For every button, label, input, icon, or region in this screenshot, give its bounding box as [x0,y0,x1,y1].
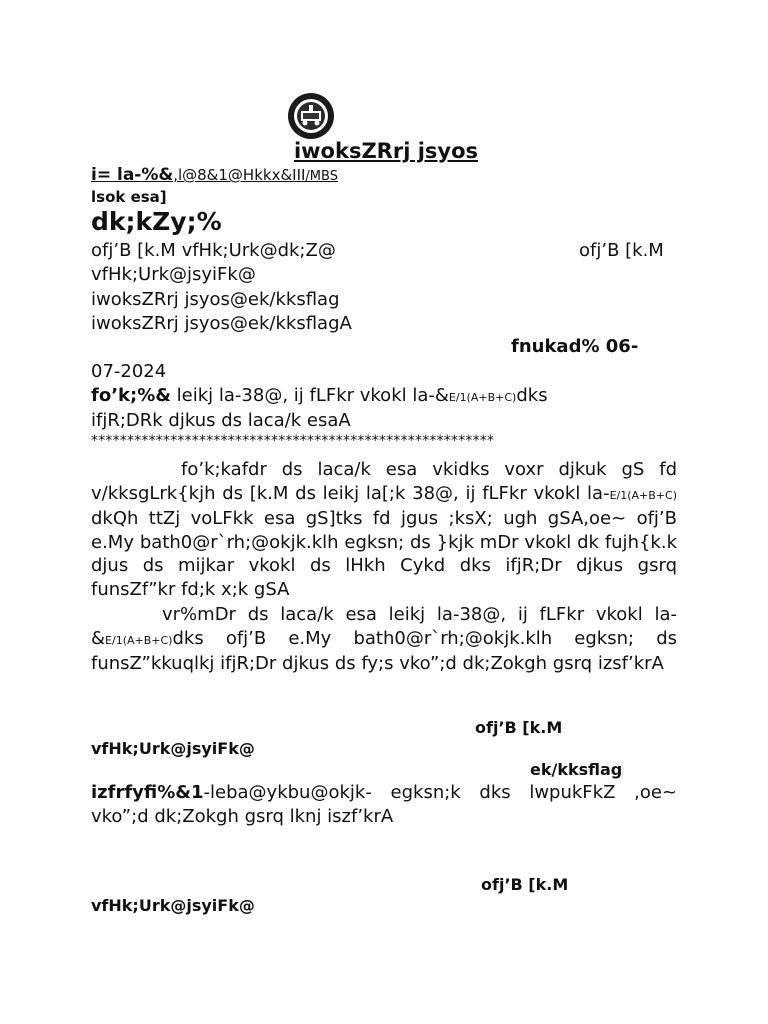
signature-1-line-1: ofj’B [k.M [475,718,563,737]
office-heading: dk;kZy;% [91,207,222,236]
addressee-line-1-right: ofj’B [k.M [579,240,664,261]
signature-1-line-2: vfHk;Urk@jsyiFk@ [91,739,255,758]
copy-to-paragraph: izfrfyfi%&1-leba@ykbu@okjk- egksn;k dks lwpukFkZ ,oe~ vko”;d dk;Zokgh gsrq lknj iszf’krA [91,782,677,827]
subject-line: fo’k;%& leikj la-38@, ij fLFkr vkokl la-&E/1(A+B+C)dks [91,385,548,406]
salutation: lsok esa] [91,188,167,206]
addressee-line-4: iwoksZRrj jsyos@ek/kksflagA [91,313,352,334]
signature-1-line-3: ek/kksflag [530,760,623,779]
reference-number: i= la-%&,l@8&1@Hkkx&III/MBS [91,165,338,185]
addressee-line-3: iwoksZRrj jsyos@ek/kksflag [91,289,340,310]
separator: ******************************************************** [91,433,495,449]
date-label: fnukad% 06- [511,336,639,357]
signature-2-line-1: ofj’B [k.M [481,875,569,894]
body-paragraph-1: fo’k;kafdr ds laca/k esa vkidks voxr djkuk gS fd v/kksgLrk{kjh ds [k.M ds leikj la[;k 38@, ij fLFkr vkokl la-E/1(A+B+C) dkQh ttZj voLFkk esa gS]tks fd jgus ;ksX; ugh gSA,oe~ ofj’B e.My bath0@r`rh;@okjk.klh egksn; ds }kjk mDr vkokl dk fujh{k.k djus ds mijkar vkokl ds lHkh Cykd dks ifjR;Dr djkus gsrq funsZf”kr fd;k x;k gSA [91,459,677,600]
addressee-line-1: ofj’B [k.M vfHk;Urk@dk;Z@ [91,240,336,261]
page-title: iwoksZRrj jsyos [293,139,479,163]
addressee-line-2: vfHk;Urk@jsyiFk@ [91,264,256,285]
railway-emblem-icon [287,92,335,140]
signature-2-line-2: vfHk;Urk@jsyiFk@ [91,896,255,915]
date-continued: 07-2024 [91,361,167,382]
subject-line-2: ifjR;DRk djkus ds laca/k esaA [91,410,351,431]
body-paragraph-2: vr%mDr ds laca/k esa leikj la-38@, ij fLFkr vkokl la-&E/1(A+B+C)dks ofj’B e.My bath0@r`rh;@okjk.klh egksn; ds funsZ”kkuqlkj ifjR;Dr djkus ds fy;s vko”;d dk;Zokgh gsrq izsf’krA [91,604,677,674]
